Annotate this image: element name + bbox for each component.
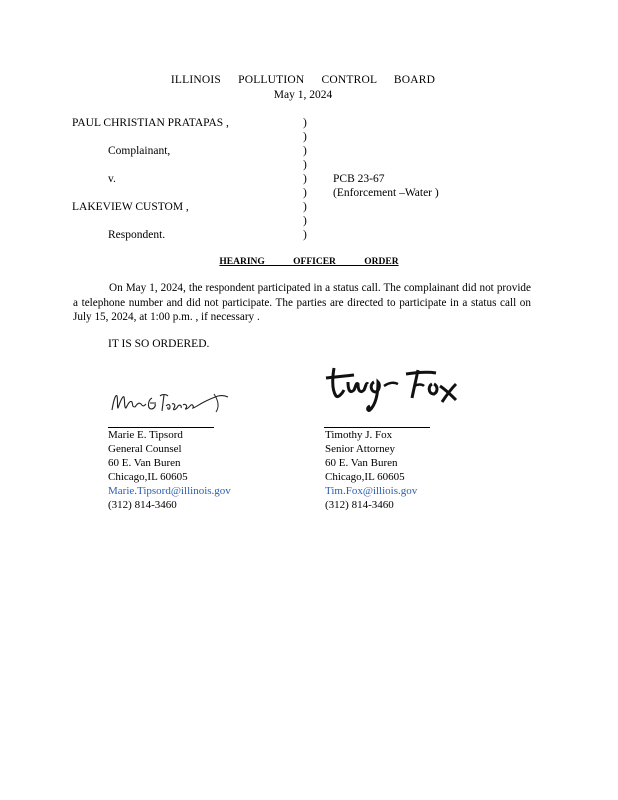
board-title: ILLINOIS POLLUTION CONTROL BOARD [170, 74, 436, 86]
signatory-address: 60 E. Van Buren [325, 457, 398, 469]
caption-paren: ) [303, 159, 307, 171]
so-ordered-line: IT IS SO ORDERED. [108, 338, 210, 350]
case-type: (Enforcement –Water ) [333, 187, 439, 199]
complainant-name: PAUL CHRISTIAN PRATAPAS , [72, 117, 229, 129]
signatory-email-link[interactable]: Marie.Tipsord@illinois.gov [108, 485, 231, 497]
complainant-role: Complainant, [108, 145, 171, 157]
caption-paren: ) [303, 229, 307, 241]
case-number: PCB 23-67 [333, 173, 385, 185]
caption-paren: ) [303, 117, 307, 129]
versus-label: v. [108, 173, 116, 185]
caption-paren: ) [303, 131, 307, 143]
signatory-email-link[interactable]: Tim.Fox@illiois.gov [325, 485, 418, 497]
order-paragraph: On May 1, 2024, the respondent participated in a status call. The complainant did not provide a telephone number and did not participate. The parties are directed to participate in a status call on July 15, 2024, at 1:00 p.m. , if necessary . [73, 282, 531, 323]
case-caption [72, 116, 552, 242]
respondent-role: Respondent. [108, 229, 166, 241]
signatory-name: Timothy J. Fox [325, 429, 393, 441]
order-date: May 1, 2024 [273, 89, 333, 101]
order-heading: HEARING OFFICER ORDER [219, 257, 399, 267]
signatory-title: Senior Attorney [325, 443, 395, 455]
signatory-phone: (312) 814-3460 [325, 499, 394, 511]
signatory-block-fox [325, 428, 417, 512]
signatory-phone: (312) 814-3460 [108, 499, 177, 511]
signature-tipsord-image [108, 384, 238, 424]
caption-paren: ) [303, 201, 307, 213]
signatory-city: Chicago,IL 60605 [108, 471, 188, 483]
caption-paren: ) [303, 215, 307, 227]
caption-paren: ) [303, 187, 307, 199]
caption-paren: ) [303, 145, 307, 157]
respondent-name: LAKEVIEW CUSTOM , [72, 201, 189, 213]
signatory-city: Chicago,IL 60605 [325, 471, 405, 483]
signatory-address: 60 E. Van Buren [108, 457, 181, 469]
signatory-name: Marie E. Tipsord [108, 429, 183, 441]
signatory-title: General Counsel [108, 443, 182, 455]
signatory-block-tipsord [108, 428, 231, 512]
caption-paren: ) [303, 173, 307, 185]
signature-fox-image [324, 364, 464, 414]
